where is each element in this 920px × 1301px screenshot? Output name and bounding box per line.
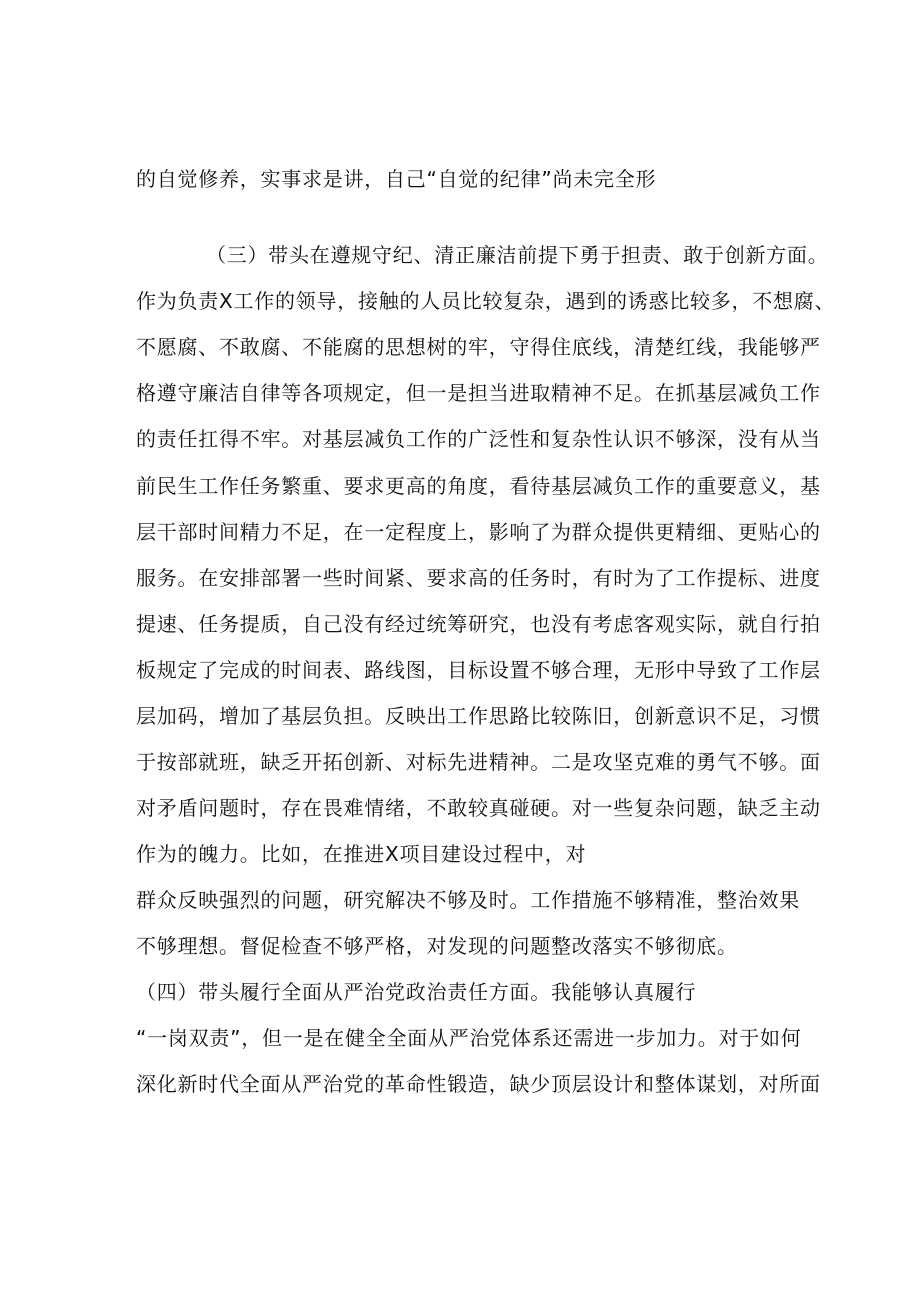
text-line: 层干部时间精力不足，在一定程度上，影响了为群众提供更精细、更贴心的 <box>136 520 821 544</box>
text-line: 板规定了完成的时间表、路线图，目标设置不够合理，无形中导致了工作层 <box>136 658 821 682</box>
text-line: 作为负责X工作的领导，接触的人员比较复杂，遇到的诱惑比较多，不想腐、 <box>136 289 836 313</box>
text-line: （四）带头履行全面从严治党政治责任方面。我能够认真履行 <box>136 980 697 1004</box>
section-3-heading-line: （三）带头在遵规守纪、清正廉洁前提下勇于担责、敢于创新方面。 <box>206 243 829 267</box>
text-line: 不够理想。督促检查不够严格，对发现的问题整改落实不够彻底。 <box>136 934 738 958</box>
text-line: 格遵守廉洁自律等各项规定，但一是担当进取精神不足。在抓基层减负工作 <box>136 381 821 405</box>
text-line: 服务。在安排部署一些时间紧、要求高的任务时，有时为了工作提标、进度 <box>136 566 821 590</box>
text-line: 深化新时代全面从严治党的革命性锻造，缺少顶层设计和整体谋划，对所面 <box>136 1072 821 1096</box>
text-line: 群众反映强烈的问题，研究解决不够及时。工作措施不够精准，整治效果 <box>136 888 800 912</box>
text-line: 的自觉修养，实事求是讲，自己“自觉的纪律”尚未完全形 <box>136 167 657 191</box>
text-line: 层加码，增加了基层负担。反映出工作思路比较陈旧，创新意识不足，习惯 <box>136 704 821 728</box>
text-line: 于按部就班，缺乏开拓创新、对标先进精神。二是攻坚克难的勇气不够。面 <box>136 750 821 774</box>
text-line: “一岗双责”，但一是在健全全面从严治党体系还需进一步加力。对于如何 <box>136 1026 802 1050</box>
text-line: 提速、任务提质，自己没有经过统筹研究，也没有考虑客观实际，就自行拍 <box>136 612 821 636</box>
text-line: 作为的魄力。比如，在推进X项目建设过程中，对 <box>136 842 587 866</box>
text-line: 不愿腐、不敢腐、不能腐的思想树的牢，守得住底线，清楚红线，我能够严 <box>136 335 821 359</box>
text-line: 对矛盾问题时，存在畏难情绪，不敢较真碰硬。对一些复杂问题，缺乏主动 <box>136 796 821 820</box>
text-line: 前民生工作任务繁重、要求更高的角度，看待基层减负工作的重要意义，基 <box>136 474 821 498</box>
text-line: 的责任扛得不牢。对基层减负工作的广泛性和复杂性认识不够深，没有从当 <box>136 427 821 451</box>
